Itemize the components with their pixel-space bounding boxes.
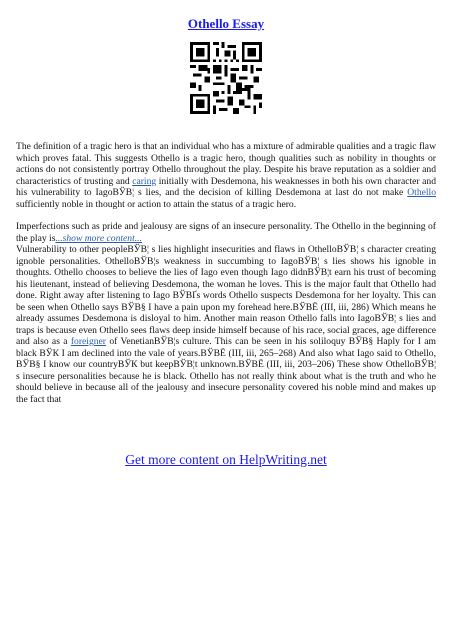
essay-excerpt [16,141,436,405]
paragraph-text: of VenetianВЎВ¦s culture. This can be seen in his soliloquy ВЎВ§ Haply for I am black ВЎК I am declined into the vale of years.ВЎВЁ (III, iii, 265–268) And also what Iago said to Othello, ВЎВ§ I know our countryВЎК but keepВЎВ¦t unknown.ВЎВЁ (III, iii, 203–206) These show OthelloВЎВ¦ s insecure personalities because he is black. Othello has not really think about what is the truth and who he should believe in because all of the jealousy and insecure personality covered his noble mind and makes up the fact that [16,336,436,405]
caring-link[interactable]: caring [132,175,157,187]
paragraph-definition [16,141,436,210]
get-more-content-link[interactable]: Get more content on HelpWriting.net [125,452,327,467]
paragraph-text: Vulnerability to other peopleВЎВ¦ s lies highlight insecurities and flaws in OthelloВЎВ¦ s character creating ignoble personalities. OthelloВЎВ¦s weakness in succumbing to IagoВЎВ¦ s lies shows his ignoble in thoughts. Othello chooses to believe the lies of Iago even though Iago didnВЎВ¦t earn his trust of becoming his lieutenant, instead of believing Desdemona, the woman he loves. This is the major fault that Othello had done. Right away after listening to Iago ВЎВҐs words Othello suspects Desdemona for her loyalty. This can be seen when Othello says ВЎВ§ I have a pain upon my forehead here.ВЎВЁ (III, iii, 286) Which means he already assumes Desdemona is disloyal to him. Another main reason Othello falls into IagoВЎВ¦ s lies and traps is because even Othello sees flaws deep inside himself because of his race, social graces, age difference and also as a [16,244,436,347]
paragraph-text: The definition of a tragic hero is that an individual who has a mixture of admirable qualities and a tragic flaw which proves fatal. This suggests Othello is a tragic hero, though qualities such as nobility in thoughts or actions do not consistently portray Othello throughout the play. Despite his brave reputation as a soldier and characteristics of trusting and [16,141,436,187]
othello-link[interactable]: Othello [407,187,436,198]
page-title[interactable]: Othello Essay [187,16,265,31]
qr-code-icon [190,42,262,114]
paragraph-text: initially with Desdemona, his weaknesses in both his own character and his vulnerability to IagoВЎВ¦ s lies, and the decision of killing Desdemona at last do not make [16,175,436,198]
paragraph-text: sufficiently noble in thought or action to attain the status of a tragic hero. [16,198,297,210]
paragraph-text: Imperfections such as pride and jealousy are signs of an insecure personality. The Othello in the beginning of the play is [16,221,436,244]
foreigner-link[interactable]: foreigner [70,336,106,347]
show-more-content-link[interactable]: ...show more content... [55,232,142,244]
paragraph-imperfections [16,221,436,405]
